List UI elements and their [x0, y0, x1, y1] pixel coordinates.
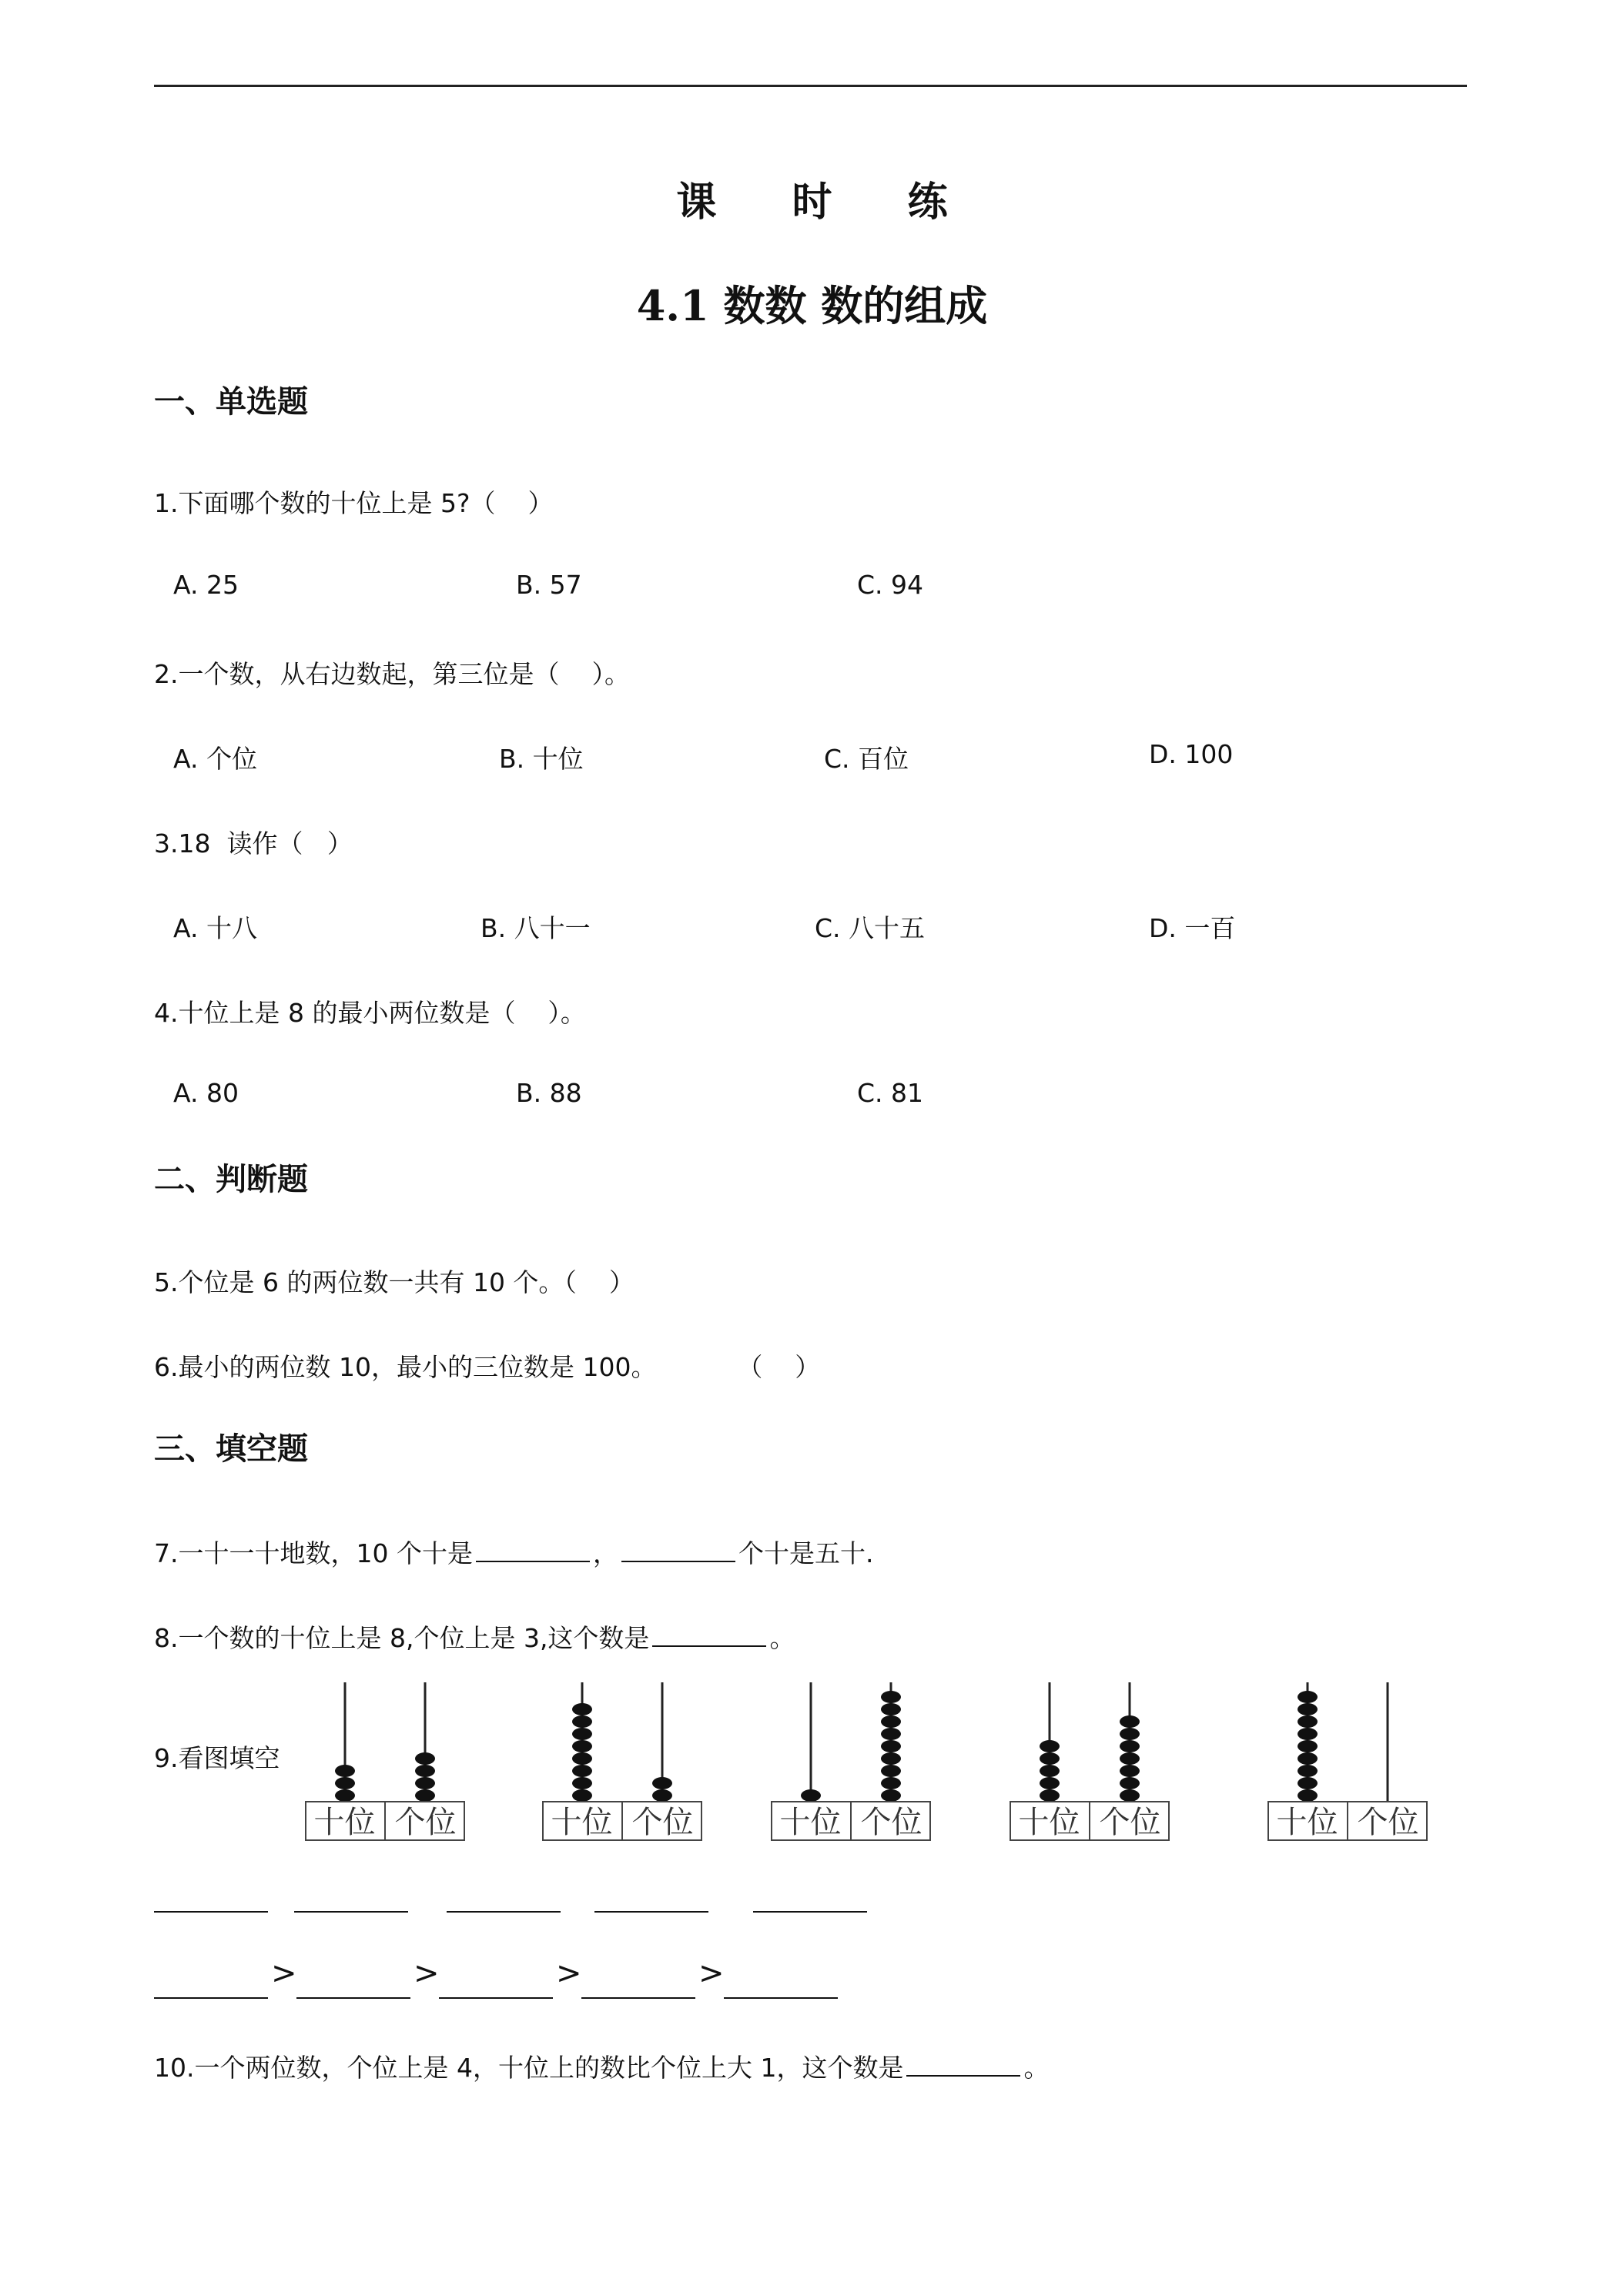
q9-answer-blank-5[interactable] — [753, 1911, 867, 1913]
q2-option-b[interactable]: B. 十位 — [499, 744, 584, 774]
q9-order-blank-1[interactable] — [154, 1997, 268, 1999]
ones-bead — [652, 1777, 672, 1789]
tens-bead — [1040, 1789, 1060, 1802]
abacus-3 — [770, 1678, 932, 1848]
tens-bead — [572, 1765, 592, 1777]
question-7 — [154, 1534, 873, 1570]
q4-option-a[interactable]: A. 80 — [173, 1078, 239, 1108]
q2-option-d[interactable]: D. 100 — [1149, 739, 1234, 769]
ones-label: 个位 — [394, 1805, 457, 1840]
tens-bead — [1040, 1765, 1060, 1777]
tens-bead — [572, 1728, 592, 1740]
tens-bead — [1298, 1728, 1318, 1740]
ones-bead — [1120, 1728, 1140, 1740]
q9-order-blank-3[interactable] — [439, 1997, 553, 1999]
ones-bead — [881, 1691, 901, 1703]
ones-bead — [1120, 1740, 1140, 1752]
tens-bead — [335, 1777, 355, 1789]
abacus-4 — [1009, 1678, 1170, 1848]
q1-option-a[interactable]: A. 25 — [173, 570, 239, 600]
ones-bead — [415, 1752, 435, 1765]
tens-bead — [1040, 1740, 1060, 1752]
tens-bead — [1298, 1703, 1318, 1715]
tens-bead — [1298, 1777, 1318, 1789]
ones-bead — [415, 1777, 435, 1789]
ones-label: 个位 — [860, 1805, 922, 1840]
tens-bead — [335, 1765, 355, 1777]
q9-order-blank-5[interactable] — [724, 1997, 838, 1999]
tens-bead — [1298, 1765, 1318, 1777]
q9-order-blank-2[interactable] — [296, 1997, 410, 1999]
q1-option-b[interactable]: B. 57 — [516, 570, 582, 600]
section-heading-single-choice: 一、单选题 — [154, 384, 308, 420]
ones-bead — [881, 1765, 901, 1777]
tens-bead — [1298, 1752, 1318, 1765]
greater-than-sign: > — [271, 1956, 297, 1991]
greater-than-sign: > — [698, 1956, 725, 1991]
ones-bead — [415, 1765, 435, 1777]
q8-text: 8.一个数的十位上是 8,个位上是 3,这个数是 — [154, 1623, 650, 1653]
q7-blank-1[interactable] — [476, 1538, 590, 1562]
tens-bead — [1040, 1777, 1060, 1789]
question-1: 1.下面哪个数的十位上是 5?（ ） — [154, 488, 554, 518]
q8-end: 。 — [769, 1623, 795, 1653]
ones-label: 个位 — [631, 1805, 694, 1840]
abacus-drawing — [1009, 1678, 1170, 1848]
question-2: 2.一个数，从右边数起，第三位是（ ）。 — [154, 659, 630, 689]
tens-label: 十位 — [1018, 1805, 1080, 1840]
ones-bead — [881, 1777, 901, 1789]
tens-bead — [1298, 1691, 1318, 1703]
tens-bead — [1298, 1715, 1318, 1728]
lesson-subtitle: 4.1 数数 数的组成 — [636, 281, 988, 330]
q9-answer-blank-2[interactable] — [294, 1911, 408, 1913]
header-rule — [154, 85, 1467, 87]
q7-text-2: 个十是五十. — [738, 1538, 874, 1568]
q7-sep: ， — [592, 1538, 618, 1568]
q9-order-blank-4[interactable] — [581, 1997, 695, 1999]
ones-bead — [652, 1789, 672, 1802]
abacus-drawing — [1267, 1678, 1428, 1848]
tens-bead — [1298, 1789, 1318, 1802]
ones-bead — [1120, 1765, 1140, 1777]
tens-bead — [572, 1703, 592, 1715]
q4-option-c[interactable]: C. 81 — [857, 1078, 924, 1108]
abacus-1 — [304, 1678, 466, 1848]
q10-text: 10.一个两位数，个位上是 4，十位上的数比个位上大 1，这个数是 — [154, 2053, 904, 2083]
q2-option-a[interactable]: A. 个位 — [173, 744, 257, 774]
abacus-2 — [541, 1678, 703, 1848]
tens-bead — [572, 1789, 592, 1802]
ones-label: 个位 — [1099, 1805, 1161, 1840]
greater-than-sign: > — [556, 1956, 582, 1991]
tens-bead — [1040, 1752, 1060, 1765]
ones-bead — [1120, 1715, 1140, 1728]
tens-label: 十位 — [1276, 1805, 1338, 1840]
q1-option-c[interactable]: C. 94 — [857, 570, 924, 600]
page-title: 课 时 练 — [676, 179, 979, 226]
q3-option-b[interactable]: B. 八十一 — [481, 913, 591, 943]
abacus-5 — [1267, 1678, 1428, 1848]
ones-bead — [415, 1789, 435, 1802]
ones-label: 个位 — [1357, 1805, 1419, 1840]
ones-bead — [1120, 1789, 1140, 1802]
ones-bead — [881, 1703, 901, 1715]
q3-option-a[interactable]: A. 十八 — [173, 913, 257, 943]
question-3: 3.18 读作（ ） — [154, 828, 353, 858]
section-heading-fill-in: 三、填空题 — [154, 1431, 308, 1467]
abacus-drawing — [541, 1678, 703, 1848]
question-5: 5.个位是 6 的两位数一共有 10 个。（ ） — [154, 1267, 635, 1297]
q7-text-1: 7.一十一十地数，10 个十是 — [154, 1538, 473, 1568]
question-8 — [154, 1618, 795, 1655]
q9-answer-blank-3[interactable] — [447, 1911, 561, 1913]
q7-blank-2[interactable] — [621, 1538, 735, 1562]
abacus-drawing — [770, 1678, 932, 1848]
abacus-drawing — [304, 1678, 466, 1848]
tens-bead — [335, 1789, 355, 1802]
ones-bead — [881, 1728, 901, 1740]
q2-option-c[interactable]: C. 百位 — [824, 744, 909, 774]
greater-than-sign: > — [414, 1956, 440, 1991]
tens-bead — [572, 1752, 592, 1765]
section-heading-true-false: 二、判断题 — [154, 1162, 308, 1197]
ones-bead — [881, 1752, 901, 1765]
tens-label: 十位 — [551, 1805, 613, 1840]
q10-blank[interactable] — [906, 2052, 1020, 2077]
ones-bead — [1120, 1752, 1140, 1765]
q8-blank[interactable] — [652, 1622, 766, 1647]
tens-label: 十位 — [313, 1805, 376, 1840]
tens-label: 十位 — [779, 1805, 842, 1840]
ones-bead — [1120, 1777, 1140, 1789]
tens-bead — [572, 1715, 592, 1728]
q4-option-b[interactable]: B. 88 — [516, 1078, 582, 1108]
q3-option-c[interactable]: C. 八十五 — [815, 913, 926, 943]
tens-bead — [572, 1777, 592, 1789]
question-9-label: 9.看图填空 — [154, 1743, 280, 1773]
ones-bead — [881, 1789, 901, 1802]
question-4: 4.十位上是 8 的最小两位数是（ ）。 — [154, 998, 586, 1028]
tens-bead — [801, 1789, 821, 1802]
tens-bead — [572, 1740, 592, 1752]
q9-answer-blank-1[interactable] — [154, 1911, 268, 1913]
q10-end: 。 — [1023, 2053, 1050, 2083]
tens-bead — [1298, 1740, 1318, 1752]
ones-bead — [881, 1740, 901, 1752]
ones-bead — [881, 1715, 901, 1728]
q9-answer-blank-4[interactable] — [594, 1911, 708, 1913]
question-6: 6.最小的两位数 10，最小的三位数是 100。 （ ） — [154, 1352, 821, 1382]
q3-option-d[interactable]: D. 一百 — [1149, 913, 1236, 943]
question-10 — [154, 2048, 1049, 2084]
